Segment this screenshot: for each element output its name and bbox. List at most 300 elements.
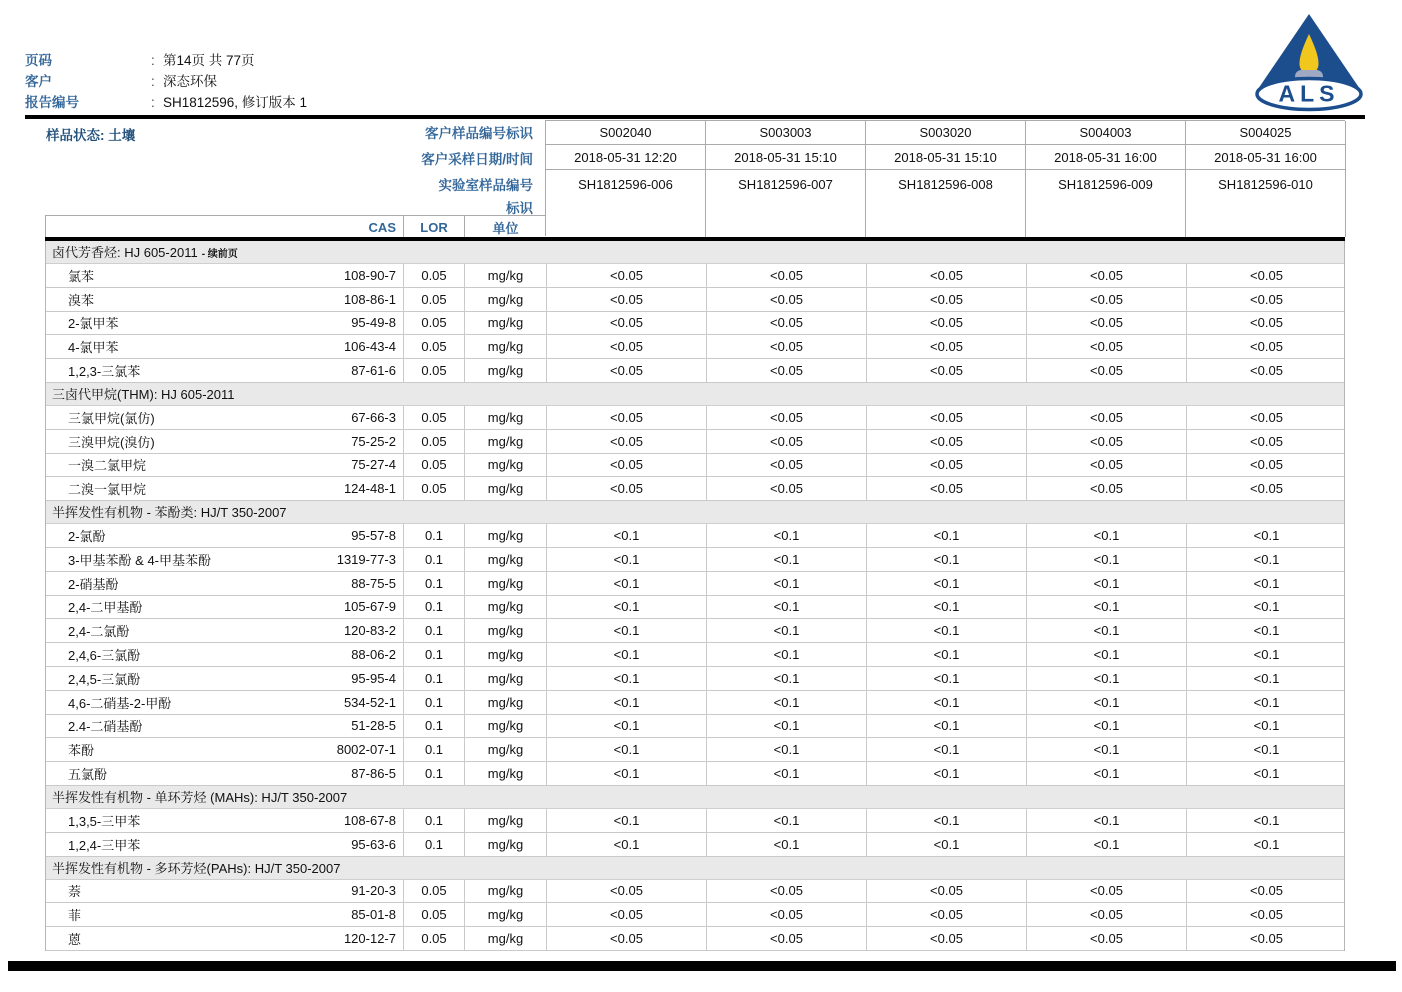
result-value: <0.1 <box>706 643 866 666</box>
result-value: <0.05 <box>546 880 706 903</box>
header-divider-rule <box>25 115 1365 119</box>
analyte-cell <box>46 524 403 547</box>
report-header <box>25 50 725 113</box>
result-value: <0.05 <box>866 903 1026 926</box>
mark-label: 标识 <box>506 201 533 216</box>
lor-value: 0.05 <box>403 288 464 311</box>
analyte-cell <box>46 596 403 619</box>
result-value: <0.05 <box>706 477 866 500</box>
result-value: <0.05 <box>866 880 1026 903</box>
results-section-header <box>46 241 1344 264</box>
result-value: <0.05 <box>546 454 706 477</box>
result-value: <0.1 <box>546 738 706 761</box>
samples-header-grid <box>545 120 1345 236</box>
cas-value: 91-20-3 <box>351 883 396 899</box>
lor-value: 0.05 <box>403 927 464 950</box>
result-value: <0.1 <box>546 715 706 738</box>
analyte-cell <box>46 430 403 453</box>
result-value: <0.05 <box>1026 477 1186 500</box>
result-value: <0.1 <box>866 809 1026 832</box>
cas-value: 51-28-5 <box>351 718 396 734</box>
result-value: <0.1 <box>1026 524 1186 547</box>
lab-sample-no: SH1812596-007 <box>706 170 866 237</box>
result-value: <0.05 <box>1186 312 1346 335</box>
unit-value: mg/kg <box>464 715 546 738</box>
result-value: <0.05 <box>546 359 706 382</box>
table-row <box>46 903 1344 927</box>
result-value: <0.1 <box>706 715 866 738</box>
cas-value: 120-83-2 <box>343 623 396 639</box>
unit-value: mg/kg <box>464 524 546 547</box>
table-row <box>46 477 1344 501</box>
cas-value: 75-27-4 <box>351 457 396 473</box>
result-value: <0.05 <box>866 406 1026 429</box>
result-value: <0.1 <box>546 619 706 642</box>
lor-value: 0.1 <box>403 619 464 642</box>
result-value: <0.05 <box>866 477 1026 500</box>
results-section-header <box>46 786 1344 809</box>
result-value: <0.05 <box>866 335 1026 358</box>
lor-value: 0.1 <box>403 762 464 785</box>
result-value: <0.05 <box>706 927 866 950</box>
client-sample-id-label: 客户样品编号标识 <box>425 126 533 141</box>
lor-value: 0.1 <box>403 596 464 619</box>
analyte-name: 一溴二氯甲烷 <box>68 458 147 474</box>
unit-value: mg/kg <box>464 335 546 358</box>
analyte-cell <box>46 880 403 903</box>
result-value: <0.1 <box>866 524 1026 547</box>
analyte-cell <box>46 691 403 714</box>
lor-value: 0.1 <box>403 643 464 666</box>
result-value: <0.1 <box>1186 572 1346 595</box>
analyte-name: 菲 <box>68 908 82 924</box>
result-value: <0.1 <box>866 548 1026 571</box>
lab-sample-no: SH1812596-008 <box>866 170 1026 237</box>
sample-header-labels <box>45 121 533 218</box>
unit-value: mg/kg <box>464 477 546 500</box>
result-value: <0.05 <box>1186 288 1346 311</box>
sample-datetime: 2018-05-31 15:10 <box>706 145 866 170</box>
table-row <box>46 715 1344 739</box>
result-value: <0.05 <box>546 406 706 429</box>
analyte-name: 2,4,5-三氯酚 <box>68 671 141 687</box>
section-title: 半挥发性有机物 - 单环芳烃 (MAHs): HJ/T 350-2007 <box>52 789 348 805</box>
unit-value: mg/kg <box>464 667 546 690</box>
result-value: <0.1 <box>866 715 1026 738</box>
result-value: <0.05 <box>546 312 706 335</box>
unit-value: mg/kg <box>464 880 546 903</box>
lor-column-header: LOR <box>403 216 464 238</box>
svg-text:ALS: ALS <box>1278 80 1340 107</box>
unit-value: mg/kg <box>464 596 546 619</box>
result-value: <0.05 <box>1186 264 1346 287</box>
unit-value: mg/kg <box>464 288 546 311</box>
lor-value: 0.05 <box>403 477 464 500</box>
lor-value: 0.1 <box>403 667 464 690</box>
result-value: <0.1 <box>546 667 706 690</box>
table-row <box>46 406 1344 430</box>
sample-id: S003003 <box>706 121 866 145</box>
result-value: <0.05 <box>1186 903 1346 926</box>
result-value: <0.05 <box>1186 335 1346 358</box>
result-value: <0.1 <box>1026 833 1186 856</box>
results-table <box>45 241 1345 951</box>
result-value: <0.05 <box>1186 477 1346 500</box>
result-value: <0.1 <box>1186 691 1346 714</box>
analyte-cell <box>46 454 403 477</box>
analyte-cell <box>46 738 403 761</box>
result-value: <0.1 <box>866 738 1026 761</box>
section-title: 卤代芳香烃: HJ 605-2011 <box>52 245 198 260</box>
als-logo-icon <box>1253 12 1365 112</box>
unit-value: mg/kg <box>464 406 546 429</box>
analyte-cell <box>46 477 403 500</box>
result-value: <0.1 <box>1026 715 1186 738</box>
cas-value: 88-06-2 <box>351 647 396 663</box>
result-value: <0.1 <box>866 833 1026 856</box>
result-value: <0.1 <box>866 691 1026 714</box>
result-value: <0.1 <box>1186 643 1346 666</box>
result-value: <0.1 <box>546 572 706 595</box>
table-row <box>46 548 1344 572</box>
result-value: <0.05 <box>1026 359 1186 382</box>
client-value: 深态环保 <box>163 74 217 89</box>
lor-value: 0.1 <box>403 691 464 714</box>
analyte-cell <box>46 572 403 595</box>
sample-id: S002040 <box>546 121 706 145</box>
cas-value: 85-01-8 <box>351 907 396 923</box>
unit-value: mg/kg <box>464 312 546 335</box>
result-value: <0.05 <box>866 430 1026 453</box>
result-value: <0.1 <box>1186 738 1346 761</box>
table-row <box>46 762 1344 786</box>
cas-value: 108-90-7 <box>343 267 396 283</box>
table-row <box>46 738 1344 762</box>
sample-id: S004025 <box>1186 121 1346 145</box>
unit-value: mg/kg <box>464 927 546 950</box>
page-number-label: 页码 <box>25 53 52 68</box>
result-value: <0.05 <box>546 430 706 453</box>
analyte-name: 2-硝基酚 <box>68 576 119 592</box>
result-value: <0.05 <box>1186 406 1346 429</box>
result-value: <0.05 <box>546 927 706 950</box>
lor-value: 0.1 <box>403 524 464 547</box>
cas-value: 108-67-8 <box>343 812 396 828</box>
result-value: <0.1 <box>706 619 866 642</box>
result-value: <0.1 <box>1026 667 1186 690</box>
client-label: 客户 <box>25 74 52 89</box>
analyte-name: 2,4-二甲基酚 <box>68 600 143 616</box>
table-row <box>46 454 1344 478</box>
sample-status: 样品状态: 土壤 <box>46 128 136 143</box>
page-number-value: 第14页 共 77页 <box>163 53 255 68</box>
analyte-name: 2,4-二氯酚 <box>68 624 130 640</box>
table-row <box>46 691 1344 715</box>
cas-value: 124-48-1 <box>343 481 396 497</box>
table-row <box>46 927 1344 951</box>
cas-value: 88-75-5 <box>351 575 396 591</box>
unit-value: mg/kg <box>464 691 546 714</box>
result-value: <0.1 <box>1186 548 1346 571</box>
result-value: <0.1 <box>706 596 866 619</box>
sample-datetime: 2018-05-31 16:00 <box>1026 145 1186 170</box>
result-value: <0.05 <box>866 454 1026 477</box>
result-value: <0.05 <box>546 335 706 358</box>
cas-value: 106-43-4 <box>343 339 396 355</box>
colon: : <box>151 95 155 110</box>
table-row <box>46 288 1344 312</box>
table-row <box>46 667 1344 691</box>
columns-header <box>45 215 545 238</box>
lor-value: 0.05 <box>403 335 464 358</box>
table-row <box>46 833 1344 857</box>
sample-datetime: 2018-05-31 15:10 <box>866 145 1026 170</box>
result-value: <0.1 <box>1186 809 1346 832</box>
analyte-name: 三氯甲烷(氯仿) <box>68 410 155 426</box>
result-value: <0.1 <box>546 596 706 619</box>
result-value: <0.1 <box>706 738 866 761</box>
analyte-cell <box>46 762 403 785</box>
result-value: <0.1 <box>866 762 1026 785</box>
result-value: <0.1 <box>706 667 866 690</box>
cas-value: 95-57-8 <box>351 528 396 544</box>
header-row-report-no <box>25 92 725 113</box>
analyte-cell <box>46 927 403 950</box>
section-title: 半挥发性有机物 - 苯酚类: HJ/T 350-2007 <box>52 505 287 521</box>
lor-value: 0.05 <box>403 359 464 382</box>
cas-value: 67-66-3 <box>351 409 396 425</box>
sampling-datetime-label: 客户采样日期/时间 <box>421 152 533 167</box>
result-value: <0.1 <box>866 667 1026 690</box>
unit-value: mg/kg <box>464 454 546 477</box>
analyte-name: 1,2,4-三甲苯 <box>68 837 141 853</box>
result-value: <0.1 <box>1186 596 1346 619</box>
analyte-name: 五氯酚 <box>68 767 108 783</box>
lor-value: 0.05 <box>403 880 464 903</box>
section-title: 半挥发性有机物 - 多环芳烃(PAHs): HJ/T 350-2007 <box>52 860 341 876</box>
lor-value: 0.1 <box>403 572 464 595</box>
report-no-label: 报告编号 <box>25 95 79 110</box>
analyte-cell <box>46 548 403 571</box>
analyte-name: 4,6-二硝基-2-甲酚 <box>68 695 172 711</box>
result-value: <0.05 <box>1026 312 1186 335</box>
lor-value: 0.1 <box>403 809 464 832</box>
unit-value: mg/kg <box>464 762 546 785</box>
result-value: <0.1 <box>1186 715 1346 738</box>
lor-value: 0.1 <box>403 548 464 571</box>
result-value: <0.1 <box>546 643 706 666</box>
lor-value: 0.05 <box>403 312 464 335</box>
result-value: <0.1 <box>1026 691 1186 714</box>
result-value: <0.1 <box>1026 572 1186 595</box>
cas-value: 95-95-4 <box>351 670 396 686</box>
table-row <box>46 312 1344 336</box>
result-value: <0.1 <box>1186 833 1346 856</box>
cas-value: 95-49-8 <box>351 315 396 331</box>
result-value: <0.05 <box>706 335 866 358</box>
analyte-cell <box>46 264 403 287</box>
unit-value: mg/kg <box>464 359 546 382</box>
analyte-name: 2.4-二硝基酚 <box>68 719 143 735</box>
analyte-cell <box>46 335 403 358</box>
table-row <box>46 335 1344 359</box>
analyte-cell <box>46 643 403 666</box>
result-value: <0.1 <box>1186 667 1346 690</box>
cas-value: 1319-77-3 <box>336 551 396 567</box>
unit-value: mg/kg <box>464 833 546 856</box>
result-value: <0.1 <box>1026 548 1186 571</box>
result-value: <0.05 <box>866 359 1026 382</box>
result-value: <0.05 <box>1026 454 1186 477</box>
result-value: <0.1 <box>706 809 866 832</box>
result-value: <0.05 <box>1186 454 1346 477</box>
analyte-name: 苯酚 <box>68 743 95 759</box>
results-section-header <box>46 501 1344 524</box>
analyte-name: 2-氯甲苯 <box>68 316 119 332</box>
result-value: <0.05 <box>706 406 866 429</box>
result-value: <0.1 <box>866 596 1026 619</box>
result-value: <0.1 <box>1026 809 1186 832</box>
result-value: <0.05 <box>1026 927 1186 950</box>
result-value: <0.05 <box>706 880 866 903</box>
result-value: <0.1 <box>866 572 1026 595</box>
analyte-name: 2-氯酚 <box>68 529 106 545</box>
result-value: <0.05 <box>706 312 866 335</box>
result-value: <0.1 <box>546 691 706 714</box>
result-value: <0.1 <box>546 548 706 571</box>
result-value: <0.05 <box>1026 406 1186 429</box>
result-value: <0.1 <box>1026 643 1186 666</box>
result-value: <0.05 <box>706 454 866 477</box>
result-value: <0.1 <box>706 762 866 785</box>
header-row-page <box>25 50 725 71</box>
lor-value: 0.05 <box>403 264 464 287</box>
analyte-cell <box>46 406 403 429</box>
unit-value: mg/kg <box>464 430 546 453</box>
colon: : <box>151 74 155 89</box>
result-value: <0.1 <box>546 762 706 785</box>
sample-id: S003020 <box>866 121 1026 145</box>
page-footer-rule <box>8 961 1396 971</box>
table-row <box>46 264 1344 288</box>
unit-value: mg/kg <box>464 548 546 571</box>
result-value: <0.05 <box>546 903 706 926</box>
result-value: <0.05 <box>1026 903 1186 926</box>
result-value: <0.05 <box>866 264 1026 287</box>
result-value: <0.05 <box>1186 359 1346 382</box>
result-value: <0.1 <box>706 548 866 571</box>
analyte-name: 三溴甲烷(溴仿) <box>68 434 155 450</box>
table-row <box>46 430 1344 454</box>
unit-column-header: 单位 <box>464 216 546 238</box>
result-value: <0.1 <box>706 691 866 714</box>
result-value: <0.1 <box>866 619 1026 642</box>
unit-value: mg/kg <box>464 619 546 642</box>
result-value: <0.1 <box>1026 738 1186 761</box>
analyte-cell <box>46 619 403 642</box>
analyte-cell <box>46 833 403 856</box>
analyte-cell <box>46 312 403 335</box>
analyte-name: 溴苯 <box>68 292 95 308</box>
cas-value: 87-86-5 <box>351 766 396 782</box>
result-value: <0.05 <box>706 903 866 926</box>
sample-datetime: 2018-05-31 12:20 <box>546 145 706 170</box>
result-value: <0.1 <box>1026 762 1186 785</box>
analyte-cell <box>46 667 403 690</box>
cas-value: 8002-07-1 <box>336 742 396 758</box>
result-value: <0.1 <box>1186 524 1346 547</box>
table-row <box>46 619 1344 643</box>
analyte-name: 4-氯甲苯 <box>68 340 119 356</box>
analyte-cell <box>46 288 403 311</box>
lor-value: 0.1 <box>403 738 464 761</box>
result-value: <0.1 <box>706 833 866 856</box>
result-value: <0.1 <box>1186 619 1346 642</box>
result-value: <0.1 <box>866 643 1026 666</box>
lab-sample-no: SH1812596-006 <box>546 170 706 237</box>
cas-value: 120-12-7 <box>343 931 396 947</box>
lor-value: 0.05 <box>403 454 464 477</box>
result-value: <0.1 <box>546 809 706 832</box>
lor-value: 0.05 <box>403 406 464 429</box>
report-no-value: SH1812596, 修订版本 1 <box>163 95 308 110</box>
lor-value: 0.05 <box>403 430 464 453</box>
analyte-cell <box>46 715 403 738</box>
result-value: <0.1 <box>546 524 706 547</box>
result-value: <0.05 <box>866 927 1026 950</box>
cas-value: 534-52-1 <box>343 694 396 710</box>
table-row <box>46 596 1344 620</box>
cas-value: 108-86-1 <box>343 291 396 307</box>
result-value: <0.05 <box>706 288 866 311</box>
result-value: <0.05 <box>546 288 706 311</box>
header-row-client <box>25 71 725 92</box>
analyte-name: 1,3,5-三甲苯 <box>68 813 141 829</box>
section-title: 三卤代甲烷(THM): HJ 605-2011 <box>52 386 235 402</box>
lab-sample-no: SH1812596-010 <box>1186 170 1346 237</box>
result-value: <0.05 <box>1186 880 1346 903</box>
unit-value: mg/kg <box>464 572 546 595</box>
analyte-name: 1,2,3-三氯苯 <box>68 364 141 380</box>
table-row <box>46 524 1344 548</box>
unit-value: mg/kg <box>464 738 546 761</box>
result-value: <0.05 <box>1026 288 1186 311</box>
cas-value: 95-63-6 <box>351 836 396 852</box>
result-value: <0.05 <box>546 477 706 500</box>
unit-value: mg/kg <box>464 643 546 666</box>
result-value: <0.1 <box>706 572 866 595</box>
cas-value: 105-67-9 <box>343 599 396 615</box>
result-value: <0.05 <box>1026 430 1186 453</box>
result-value: <0.05 <box>706 430 866 453</box>
analyte-name: 蒽 <box>68 932 82 948</box>
result-value: <0.1 <box>1026 596 1186 619</box>
result-value: <0.05 <box>546 264 706 287</box>
analyte-name: 2,4,6-三氯酚 <box>68 648 141 664</box>
result-value: <0.05 <box>706 264 866 287</box>
cas-value: 87-61-6 <box>351 363 396 379</box>
result-value: <0.1 <box>706 524 866 547</box>
section-title-suffix: - 续前页 <box>201 249 238 260</box>
colon: : <box>151 53 155 68</box>
result-value: <0.05 <box>866 312 1026 335</box>
sample-datetime: 2018-05-31 16:00 <box>1186 145 1346 170</box>
analyte-cell <box>46 809 403 832</box>
lor-value: 0.1 <box>403 715 464 738</box>
result-value: <0.1 <box>1026 619 1186 642</box>
results-section-header <box>46 857 1344 880</box>
cas-value: 75-25-2 <box>351 433 396 449</box>
